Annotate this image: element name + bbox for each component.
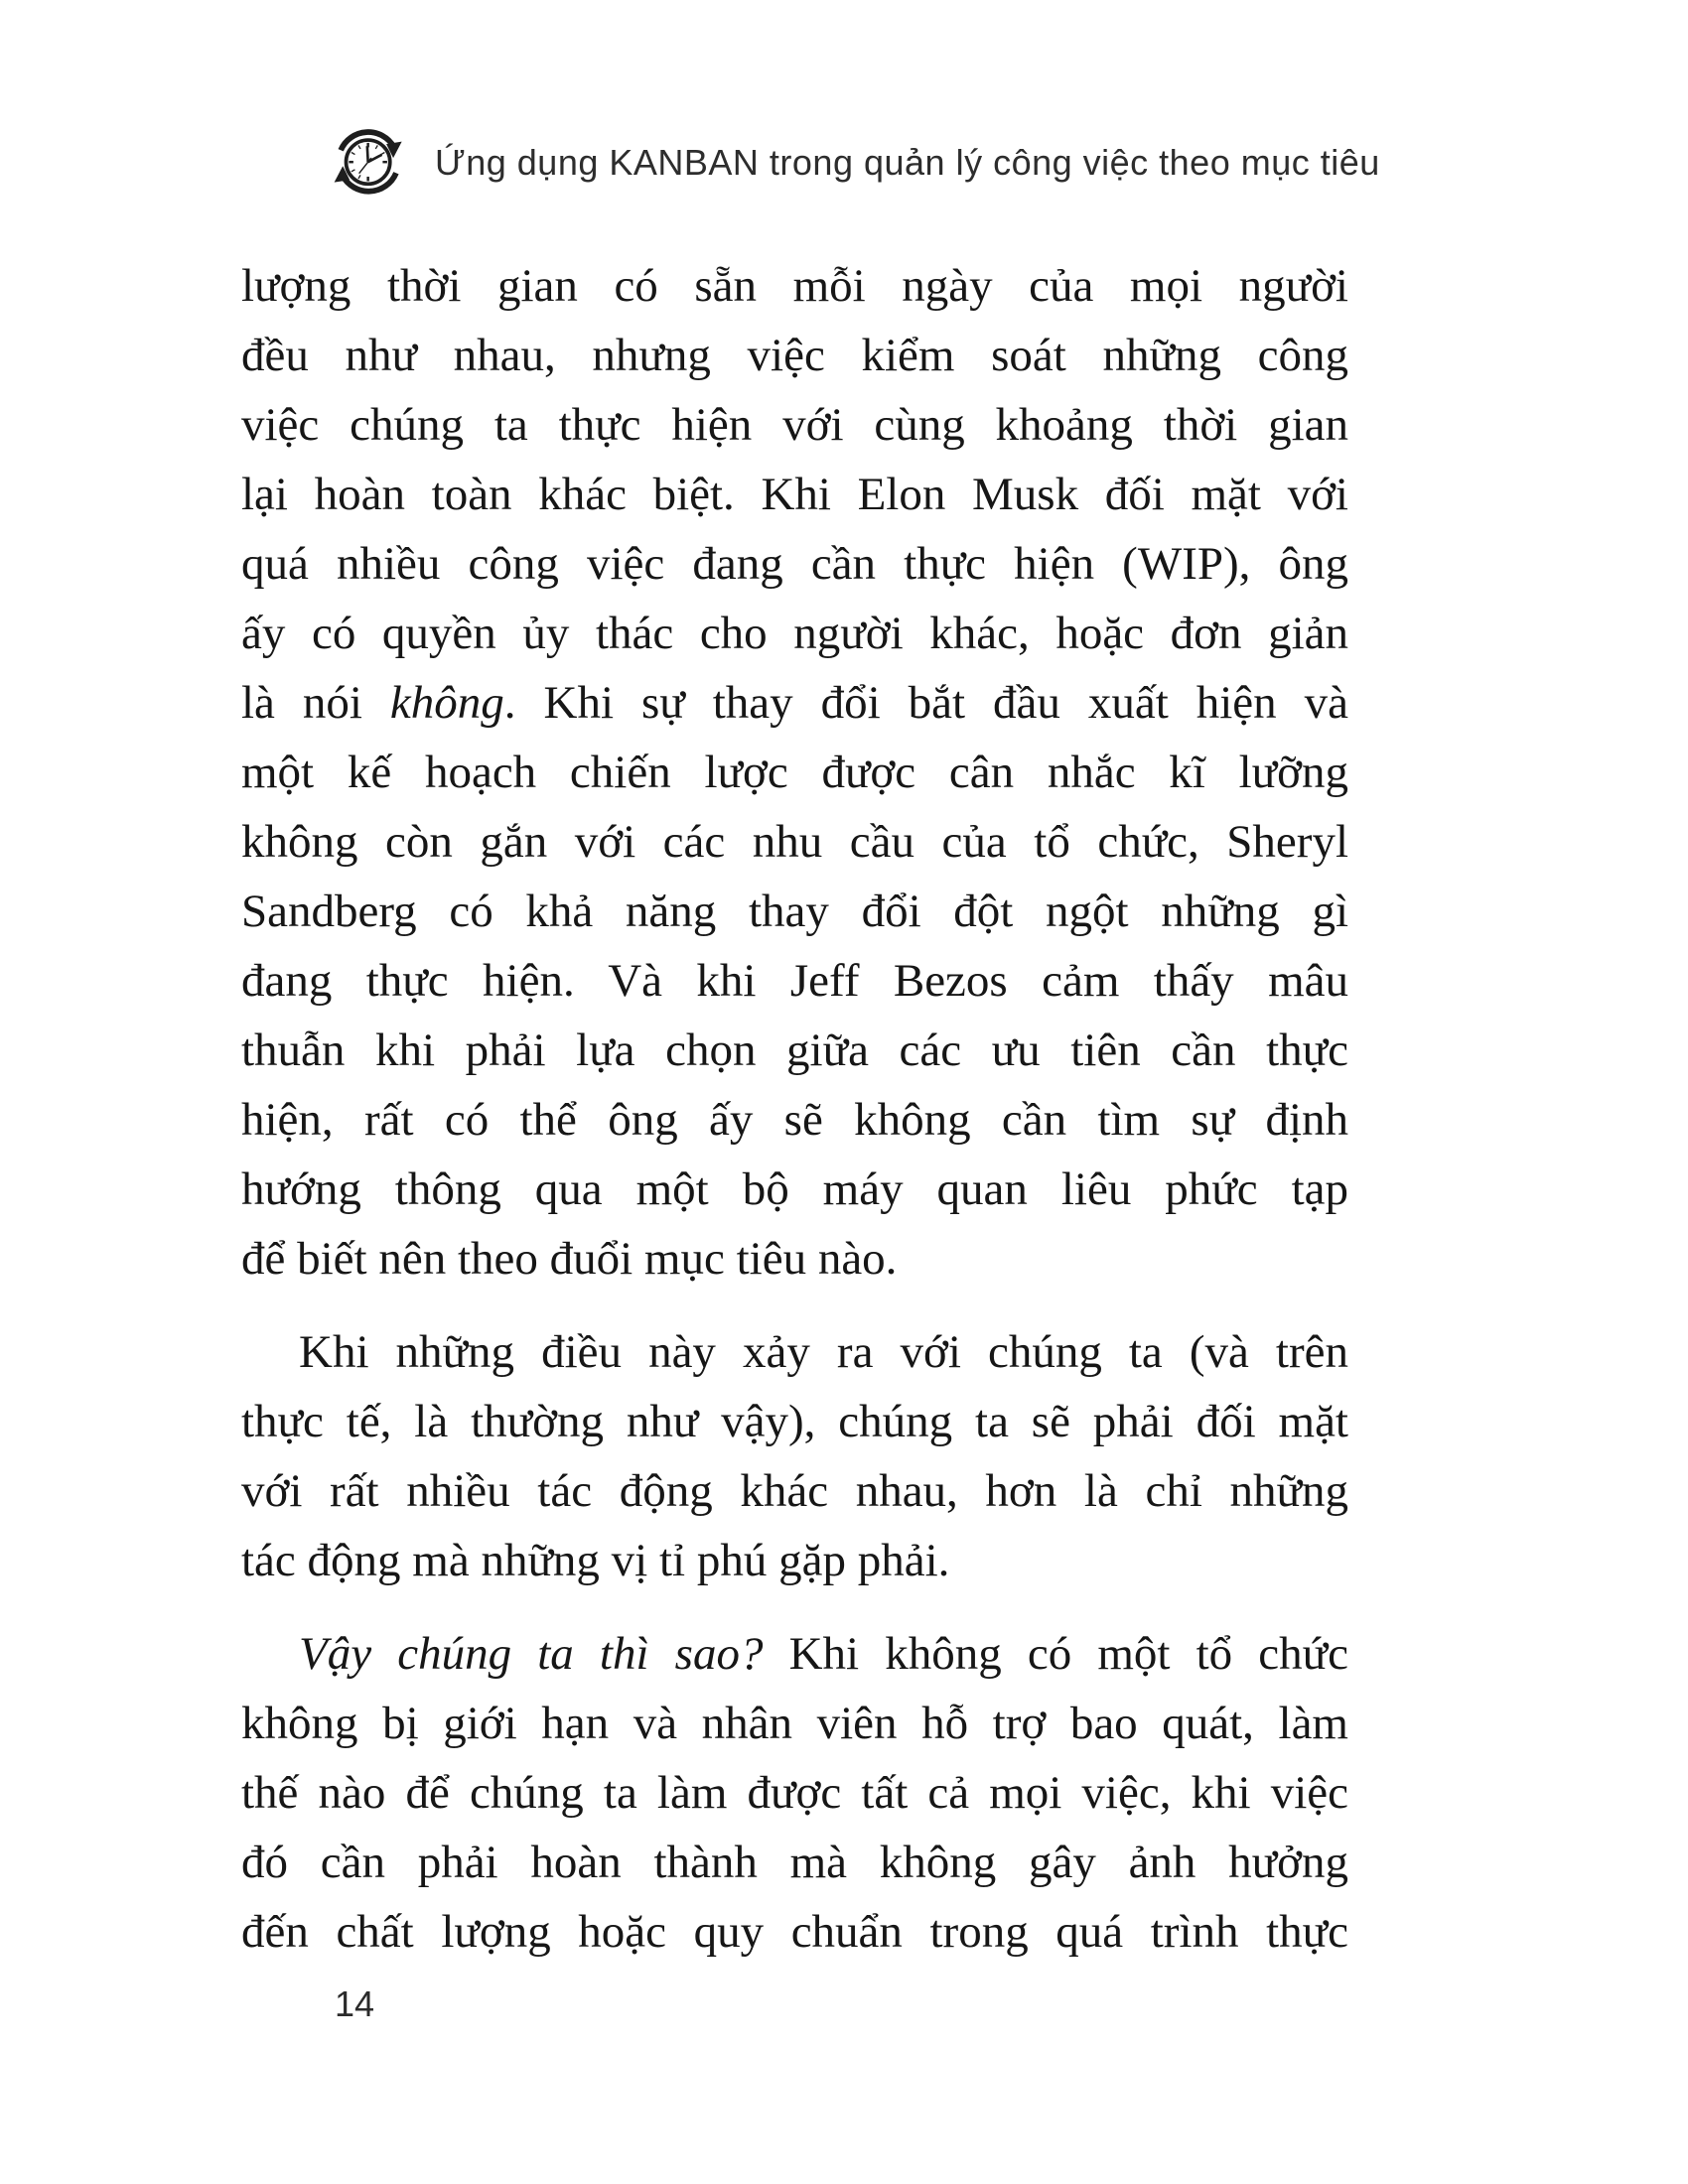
text-line: hướng thông qua một bộ máy quan liêu phức tạp — [241, 1163, 1348, 1215]
text-line: một kế hoạch chiến lược được cân nhắc kĩ lưỡng — [241, 747, 1348, 798]
text-segment: . Khi sự thay đổi bắt đầu xuất hiện và — [503, 677, 1348, 729]
text-segment: là nói — [241, 677, 390, 729]
text-line — [241, 1619, 1348, 1689]
text-line: thuẫn khi phải lựa chọn giữa các ưu tiên cần thực — [241, 1024, 1348, 1076]
text-line: không còn gắn với các nhu cầu của tổ chức, Sheryl — [241, 816, 1348, 868]
running-header-title: Ứng dụng KANBAN trong quản lý công việc theo mục tiêu — [435, 142, 1380, 183]
page-body-text — [241, 251, 1348, 1967]
text-line: việc chúng ta thực hiện với cùng khoảng thời gian — [241, 399, 1348, 451]
text-line: đến chất lượng hoặc quy chuẩn trong quá trình thực — [241, 1906, 1348, 1958]
text-line: Khi những điều này xảy ra với chúng ta (và trên — [299, 1326, 1348, 1378]
text-line: hiện, rất có thể ông ấy sẽ không cần tìm sự định — [241, 1094, 1348, 1146]
clock-refresh-icon — [324, 122, 409, 204]
text-line: thực tế, là thường như vậy), chúng ta sẽ phải đối mặt — [241, 1396, 1348, 1447]
paragraph-1 — [241, 251, 1348, 1294]
text-line: không bị giới hạn và nhân viên hỗ trợ bao quát, làm — [241, 1698, 1348, 1749]
text-line: đang thực hiện. Và khi Jeff Bezos cảm thấy mâu — [241, 955, 1348, 1007]
text-line: Sandberg có khả năng thay đổi đột ngột những gì — [241, 886, 1348, 937]
paragraph-2 — [241, 1317, 1348, 1595]
text-line — [241, 668, 1348, 738]
paragraph-3 — [241, 1619, 1348, 1967]
italic-text-segment: Vậy chúng ta thì sao? — [299, 1628, 764, 1680]
text-line: đều như nhau, nhưng việc kiểm soát những công — [241, 330, 1348, 381]
text-segment: Khi không có một tổ chức — [763, 1628, 1348, 1680]
running-header — [324, 121, 1380, 205]
text-line: tác động mà những vị tỉ phú gặp phải. — [241, 1535, 950, 1586]
text-line: lượng thời gian có sẵn mỗi ngày của mọi người — [241, 260, 1348, 312]
page-number: 14 — [335, 1983, 375, 2024]
text-line: để biết nên theo đuổi mục tiêu nào. — [241, 1233, 898, 1285]
text-line: ấy có quyền ủy thác cho người khác, hoặc đơn giản — [241, 608, 1348, 659]
text-line: với rất nhiều tác động khác nhau, hơn là chỉ những — [241, 1465, 1348, 1517]
text-line: thế nào để chúng ta làm được tất cả mọi việc, khi việc — [241, 1767, 1348, 1819]
text-line: đó cần phải hoàn thành mà không gây ảnh hưởng — [241, 1837, 1348, 1888]
text-line: lại hoàn toàn khác biệt. Khi Elon Musk đối mặt với — [241, 469, 1348, 520]
italic-text-segment: không — [389, 677, 504, 729]
text-line: quá nhiều công việc đang cần thực hiện (WIP), ông — [241, 538, 1348, 590]
